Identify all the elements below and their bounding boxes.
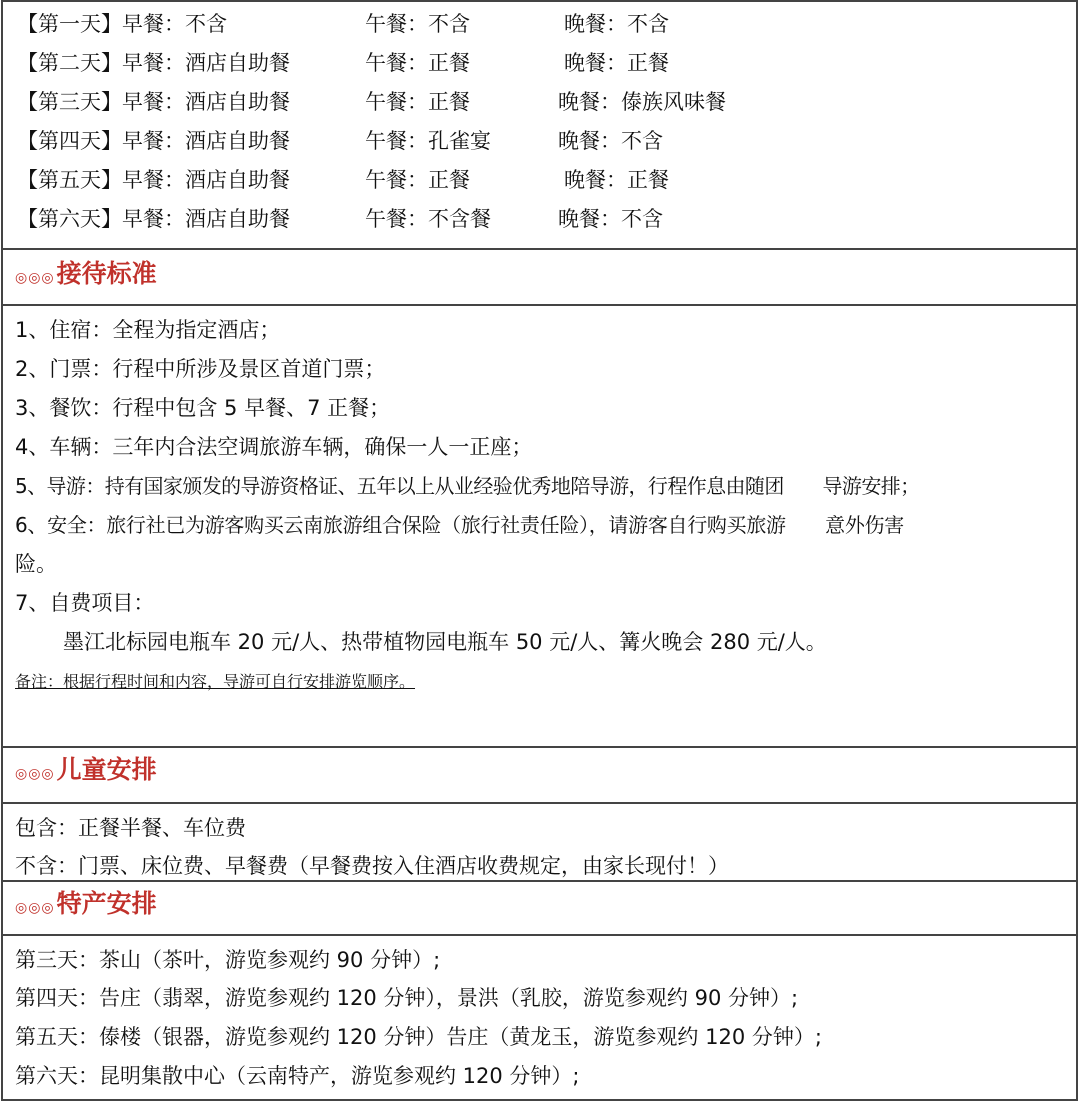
meal-lunch: 午餐：正餐 xyxy=(365,51,470,75)
standard-item-vehicle: 4、车辆：三年内合法空调旅游车辆，确保一人一正座； xyxy=(15,435,533,459)
meal-dinner: 晚餐：正餐 xyxy=(564,168,669,192)
meal-row-day4 xyxy=(3,127,1076,166)
meal-lunch: 午餐：正餐 xyxy=(365,90,470,114)
reception-standard-content xyxy=(3,306,1076,746)
meal-row-day6 xyxy=(3,205,1076,244)
standard-item-meals: 3、餐饮：行程中包含 5 早餐、7 正餐； xyxy=(15,396,391,420)
meal-lunch: 午餐：不含餐 xyxy=(365,207,491,231)
meal-dinner: 晚餐：不含 xyxy=(558,129,663,153)
meal-lunch: 午餐：正餐 xyxy=(365,168,470,192)
meal-day-breakfast: 【第四天】早餐：酒店自助餐 xyxy=(17,129,290,153)
meal-lunch: 午餐：不含 xyxy=(365,12,470,36)
standard-item-safety: 6、安全：旅行社已为游客购买云南旅游组合保险（旅行社责任险），请游客自行购买旅游 意外伤害 xyxy=(15,513,904,537)
meals-section xyxy=(3,2,1076,248)
meal-row-day3 xyxy=(3,88,1076,127)
standard-item-guide: 5、导游：持有国家颁发的导游资格证、五年以上从业经验优秀地陪导游，行程作息由随团 导游安排； xyxy=(15,474,920,498)
specialty-content xyxy=(3,936,1076,1101)
divider xyxy=(3,880,1076,882)
meal-day-breakfast: 【第一天】早餐：不含 xyxy=(17,12,227,36)
divider xyxy=(3,248,1076,250)
standard-item-tickets: 2、门票：行程中所涉及景区首道门票； xyxy=(15,357,386,381)
specialty-day4: 第四天：告庄（翡翠，游览参观约 120 分钟），景洪（乳胶，游览参观约 90 分钟）; xyxy=(15,986,799,1010)
children-included: 包含：正餐半餐、车位费 xyxy=(15,816,246,840)
standard-item-lodging: 1、住宿：全程为指定酒店； xyxy=(15,318,281,342)
heading-text: 接待标准 xyxy=(56,259,157,288)
meal-row-day2 xyxy=(3,49,1076,88)
section-heading-specialty xyxy=(15,888,157,924)
meal-dinner: 晚餐：不含 xyxy=(558,207,663,231)
specialty-day3: 第三天：茶山（茶叶，游览参观约 90 分钟）; xyxy=(15,948,441,972)
bullet-icons: ◎◎◎ xyxy=(15,270,55,286)
meal-dinner: 晚餐：傣族风味餐 xyxy=(558,90,726,114)
meal-row-day1 xyxy=(3,10,1076,49)
heading-text: 特产安排 xyxy=(56,889,157,918)
specialty-day5: 第五天：傣楼（银器，游览参观约 120 分钟）告庄（黄龙玉，游览参观约 120 分钟）; xyxy=(15,1025,822,1049)
specialty-day6: 第六天：昆明集散中心（云南特产，游览参观约 120 分钟）; xyxy=(15,1064,580,1088)
meal-day-breakfast: 【第二天】早餐：酒店自助餐 xyxy=(17,51,290,75)
divider xyxy=(3,746,1076,748)
optional-items-detail: 墨江北标园电瓶车 20 元/人、热带植物园电瓶车 50 元/人、篝火晚会 280 元/人。 xyxy=(63,630,827,654)
meal-day-breakfast: 【第三天】早餐：酒店自助餐 xyxy=(17,90,290,114)
bullet-icons: ◎◎◎ xyxy=(15,900,55,916)
meal-day-breakfast: 【第六天】早餐：酒店自助餐 xyxy=(17,207,290,231)
meal-row-day5 xyxy=(3,166,1076,205)
heading-text: 儿童安排 xyxy=(56,755,157,784)
standard-item-safety-cont: 险。 xyxy=(15,552,57,576)
standard-item-optional: 7、自费项目： xyxy=(15,591,155,615)
note-text: 备注：根据行程时间和内容，导游可自行安排游览顺序。 xyxy=(15,672,416,691)
itinerary-document xyxy=(1,0,1078,1101)
meal-dinner: 晚餐：正餐 xyxy=(564,51,669,75)
bullet-icons: ◎◎◎ xyxy=(15,766,55,782)
meal-day-breakfast: 【第五天】早餐：酒店自助餐 xyxy=(17,168,290,192)
meal-lunch: 午餐：孔雀宴 xyxy=(365,129,491,153)
children-excluded: 不含：门票、床位费、早餐费（早餐费按入住酒店收费规定，由家长现付！） xyxy=(15,854,729,878)
children-content xyxy=(3,804,1076,880)
section-heading-reception-standard xyxy=(15,258,157,294)
meal-dinner: 晚餐：不含 xyxy=(564,12,669,36)
section-heading-children xyxy=(15,754,157,790)
